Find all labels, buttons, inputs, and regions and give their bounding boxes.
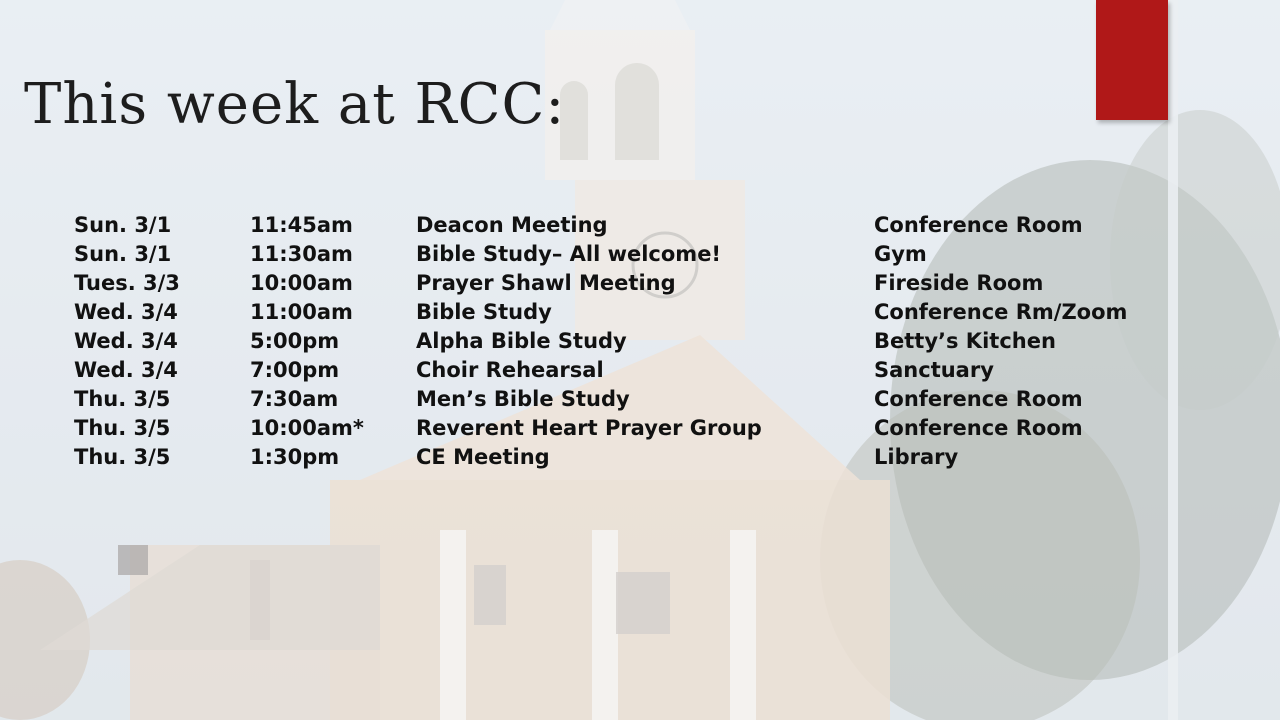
schedule-location: Sanctuary — [874, 358, 994, 382]
schedule-location: Conference Room — [874, 416, 1083, 440]
schedule-event: CE Meeting — [416, 445, 550, 469]
schedule-time: 11:45am — [250, 213, 353, 237]
schedule-row — [74, 271, 1174, 300]
schedule-time: 10:00am — [250, 271, 353, 295]
schedule-location: Conference Room — [874, 387, 1083, 411]
schedule-list — [74, 213, 1174, 474]
schedule-event: Choir Rehearsal — [416, 358, 604, 382]
schedule-time: 11:00am — [250, 300, 353, 324]
schedule-row — [74, 416, 1174, 445]
schedule-event: Reverent Heart Prayer Group — [416, 416, 762, 440]
schedule-day: Wed. 3/4 — [74, 358, 178, 382]
accent-bar — [1096, 0, 1168, 120]
schedule-time: 11:30am — [250, 242, 353, 266]
schedule-event: Deacon Meeting — [416, 213, 608, 237]
schedule-location: Fireside Room — [874, 271, 1044, 295]
schedule-day: Thu. 3/5 — [74, 416, 171, 440]
schedule-event: Alpha Bible Study — [416, 329, 627, 353]
schedule-row — [74, 213, 1174, 242]
schedule-day: Wed. 3/4 — [74, 329, 178, 353]
schedule-location: Conference Room — [874, 213, 1083, 237]
schedule-day: Sun. 3/1 — [74, 242, 172, 266]
schedule-event: Men’s Bible Study — [416, 387, 630, 411]
schedule-day: Thu. 3/5 — [74, 387, 171, 411]
schedule-event: Bible Study — [416, 300, 552, 324]
schedule-location: Gym — [874, 242, 927, 266]
schedule-row — [74, 358, 1174, 387]
schedule-row — [74, 387, 1174, 416]
schedule-time: 1:30pm — [250, 445, 340, 469]
schedule-location: Library — [874, 445, 959, 469]
schedule-time: 7:00pm — [250, 358, 340, 382]
schedule-time: 5:00pm — [250, 329, 340, 353]
schedule-location: Betty’s Kitchen — [874, 329, 1056, 353]
schedule-row — [74, 300, 1174, 329]
schedule-day: Sun. 3/1 — [74, 213, 172, 237]
schedule-row — [74, 242, 1174, 271]
schedule-event: Prayer Shawl Meeting — [416, 271, 676, 295]
schedule-day: Thu. 3/5 — [74, 445, 171, 469]
schedule-event: Bible Study– All welcome! — [416, 242, 722, 266]
schedule-row — [74, 445, 1174, 474]
schedule-location: Conference Rm/Zoom — [874, 300, 1128, 324]
schedule-time: 10:00am* — [250, 416, 364, 440]
schedule-day: Tues. 3/3 — [74, 271, 180, 295]
schedule-day: Wed. 3/4 — [74, 300, 178, 324]
page-title: This week at RCC: — [24, 72, 566, 137]
schedule-row — [74, 329, 1174, 358]
schedule-time: 7:30am — [250, 387, 339, 411]
